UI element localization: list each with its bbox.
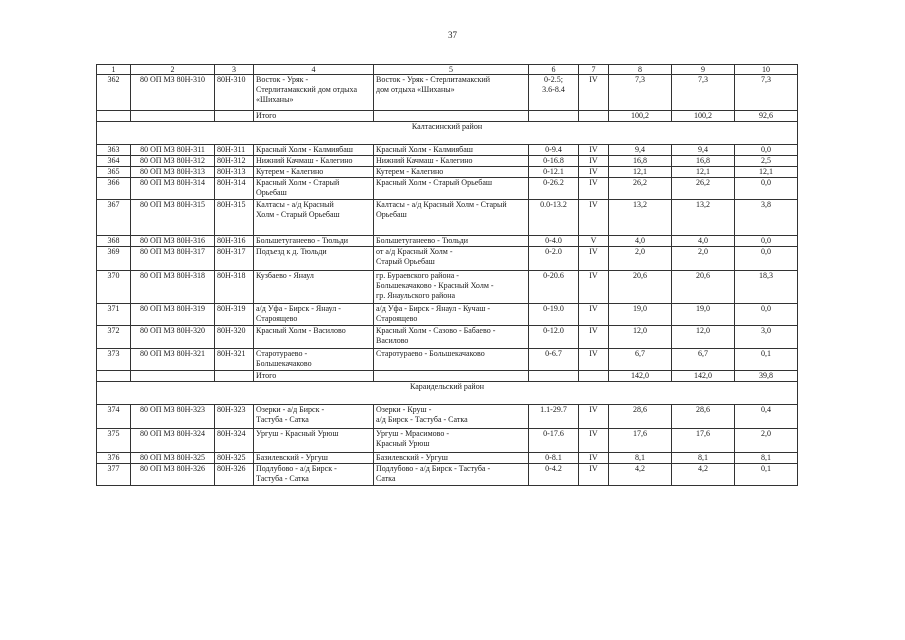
total-value: 142,0 — [609, 371, 672, 382]
total-value: 92,6 — [735, 111, 798, 122]
length-1: 2,0 — [672, 247, 735, 271]
road-name: Красный Холм - Василово — [254, 326, 374, 349]
row-number: 373 — [97, 349, 131, 371]
row-number: 366 — [97, 178, 131, 200]
empty-cell — [579, 371, 609, 382]
length-2: 18,3 — [735, 271, 798, 304]
road-km-range: 0.0-13.2 — [529, 200, 579, 236]
road-route: Красный Холм - Старый Орьебаш — [374, 178, 529, 200]
total-value: 39,8 — [735, 371, 798, 382]
length-2: 0,0 — [735, 304, 798, 326]
row-number: 377 — [97, 464, 131, 486]
length-2: 0,4 — [735, 405, 798, 429]
row-number: 371 — [97, 304, 131, 326]
road-id: 80 ОП МЗ 80Н-326 — [131, 464, 215, 486]
length-1: 4,2 — [672, 464, 735, 486]
road-km-range: 0-4.2 — [529, 464, 579, 486]
table-row — [97, 271, 798, 304]
district-name: Караидельский район — [97, 382, 798, 405]
road-route: Большетуганеево - Тюльди — [374, 236, 529, 247]
length-1: 13,2 — [672, 200, 735, 236]
road-km-range: 0-4.0 — [529, 236, 579, 247]
road-id: 80 ОП МЗ 80Н-310 — [131, 75, 215, 111]
length-2: 0,0 — [735, 236, 798, 247]
road-name: Красный Холм - Старый Орьебаш — [254, 178, 374, 200]
road-km-range: 1.1-29.7 — [529, 405, 579, 429]
road-id: 80 ОП МЗ 80Н-318 — [131, 271, 215, 304]
road-route: Кутерем - Калегино — [374, 167, 529, 178]
column-number: 8 — [609, 65, 672, 75]
road-name: а/д Уфа - Бирск - Янаул - Староящево — [254, 304, 374, 326]
column-number: 3 — [215, 65, 254, 75]
road-route: Красный Холм - Сазово - Бабаево - Василово — [374, 326, 529, 349]
district-row — [97, 382, 798, 405]
road-category: IV — [579, 145, 609, 156]
road-route: Нижний Качмаш - Калегино — [374, 156, 529, 167]
road-category: IV — [579, 271, 609, 304]
road-id: 80 ОП МЗ 80Н-311 — [131, 145, 215, 156]
road-route: Ургуш - Мрасимово - Красный Урюш — [374, 429, 529, 453]
length-2: 0,1 — [735, 349, 798, 371]
table-row — [97, 145, 798, 156]
road-route: гр. Бураевского района - Большекачаково - Красный Холм - гр. Янаульского района — [374, 271, 529, 304]
road-category: IV — [579, 464, 609, 486]
roads-table — [96, 64, 798, 486]
road-category: IV — [579, 326, 609, 349]
length-2: 2,5 — [735, 156, 798, 167]
road-code: 80Н-324 — [215, 429, 254, 453]
road-code: 80Н-321 — [215, 349, 254, 371]
road-category: V — [579, 236, 609, 247]
length-2: 3,0 — [735, 326, 798, 349]
column-number: 10 — [735, 65, 798, 75]
length-1: 16,8 — [672, 156, 735, 167]
road-category: IV — [579, 200, 609, 236]
road-route: Красный Холм - Калмиябаш — [374, 145, 529, 156]
road-id: 80 ОП МЗ 80Н-324 — [131, 429, 215, 453]
table-row — [97, 326, 798, 349]
road-id: 80 ОП МЗ 80Н-313 — [131, 167, 215, 178]
road-code: 80Н-313 — [215, 167, 254, 178]
row-number: 370 — [97, 271, 131, 304]
total-value: 100,2 — [609, 111, 672, 122]
length-1: 26,2 — [672, 178, 735, 200]
column-number: 9 — [672, 65, 735, 75]
road-km-range: 0-2.5; 3.6-8.4 — [529, 75, 579, 111]
road-category: IV — [579, 405, 609, 429]
road-km-range: 0-20.6 — [529, 271, 579, 304]
road-category: IV — [579, 75, 609, 111]
total-value: 100,2 — [672, 111, 735, 122]
road-name: Подъезд к д. Тюльди — [254, 247, 374, 271]
road-code: 80Н-314 — [215, 178, 254, 200]
empty-cell — [97, 371, 131, 382]
empty-cell — [529, 371, 579, 382]
length-1: 28,6 — [672, 405, 735, 429]
row-number: 372 — [97, 326, 131, 349]
road-route: а/д Уфа - Бирск - Янаул - Кучаш - Староящево — [374, 304, 529, 326]
row-number: 363 — [97, 145, 131, 156]
road-km-range: 0-8.1 — [529, 453, 579, 464]
column-number: 1 — [97, 65, 131, 75]
road-id: 80 ОП МЗ 80Н-314 — [131, 178, 215, 200]
length-2: 8,1 — [735, 453, 798, 464]
road-category: IV — [579, 156, 609, 167]
road-id: 80 ОП МЗ 80Н-317 — [131, 247, 215, 271]
table-row — [97, 405, 798, 429]
road-name: Большетуганеево - Тюльди — [254, 236, 374, 247]
road-route: Калтасы - а/д Красный Холм - Старый Орьебаш — [374, 200, 529, 236]
length-total: 20,6 — [609, 271, 672, 304]
length-1: 6,7 — [672, 349, 735, 371]
road-id: 80 ОП МЗ 80Н-312 — [131, 156, 215, 167]
road-code: 80Н-318 — [215, 271, 254, 304]
table-row — [97, 349, 798, 371]
length-total: 17,6 — [609, 429, 672, 453]
table-row — [97, 304, 798, 326]
length-2: 2,0 — [735, 429, 798, 453]
road-id: 80 ОП МЗ 80Н-325 — [131, 453, 215, 464]
table-row — [97, 200, 798, 236]
length-total: 7,3 — [609, 75, 672, 111]
empty-cell — [215, 371, 254, 382]
length-1: 9,4 — [672, 145, 735, 156]
table-row — [97, 453, 798, 464]
road-name: Ургуш - Красный Урюш — [254, 429, 374, 453]
row-number: 362 — [97, 75, 131, 111]
road-route: Озерки - Круш - а/д Бирск - Тастуба - Сатка — [374, 405, 529, 429]
length-total: 16,8 — [609, 156, 672, 167]
length-total: 6,7 — [609, 349, 672, 371]
road-code: 80Н-317 — [215, 247, 254, 271]
road-code: 80Н-325 — [215, 453, 254, 464]
road-km-range: 0-9.4 — [529, 145, 579, 156]
empty-cell — [97, 111, 131, 122]
empty-cell — [579, 111, 609, 122]
length-1: 4,0 — [672, 236, 735, 247]
road-category: IV — [579, 453, 609, 464]
row-number: 369 — [97, 247, 131, 271]
table-row — [97, 167, 798, 178]
length-total: 19,0 — [609, 304, 672, 326]
row-number: 374 — [97, 405, 131, 429]
road-km-range: 0-17.6 — [529, 429, 579, 453]
road-code: 80Н-320 — [215, 326, 254, 349]
length-2: 7,3 — [735, 75, 798, 111]
road-name: Калтасы - а/д Красный Холм - Старый Орьебаш — [254, 200, 374, 236]
road-code: 80Н-326 — [215, 464, 254, 486]
table-row — [97, 429, 798, 453]
total-row — [97, 111, 798, 122]
road-code: 80Н-310 — [215, 75, 254, 111]
road-km-range: 0-12.0 — [529, 326, 579, 349]
road-code: 80Н-315 — [215, 200, 254, 236]
empty-cell — [374, 111, 529, 122]
road-id: 80 ОП МЗ 80Н-320 — [131, 326, 215, 349]
length-total: 12,1 — [609, 167, 672, 178]
road-name: Подлубово - а/д Бирск - Тастуба - Сатка — [254, 464, 374, 486]
length-2: 12,1 — [735, 167, 798, 178]
total-label: Итого — [254, 371, 374, 382]
road-code: 80Н-319 — [215, 304, 254, 326]
road-name: Кузбаево - Янаул — [254, 271, 374, 304]
length-2: 3,8 — [735, 200, 798, 236]
length-2: 0,0 — [735, 145, 798, 156]
road-km-range: 0-6.7 — [529, 349, 579, 371]
empty-cell — [131, 371, 215, 382]
road-km-range: 0-2.0 — [529, 247, 579, 271]
row-number: 368 — [97, 236, 131, 247]
length-1: 19,0 — [672, 304, 735, 326]
page-number: 37 — [448, 30, 457, 40]
length-1: 12,1 — [672, 167, 735, 178]
row-number: 365 — [97, 167, 131, 178]
road-km-range: 0-12.1 — [529, 167, 579, 178]
column-number: 5 — [374, 65, 529, 75]
road-category: IV — [579, 429, 609, 453]
road-id: 80 ОП МЗ 80Н-315 — [131, 200, 215, 236]
road-category: IV — [579, 178, 609, 200]
road-route: Базилевский - Ургуш — [374, 453, 529, 464]
road-name: Озерки - а/д Бирск - Тастуба - Сатка — [254, 405, 374, 429]
length-2: 0,0 — [735, 178, 798, 200]
column-number: 7 — [579, 65, 609, 75]
road-route: Старотураево - Большекачаково — [374, 349, 529, 371]
road-id: 80 ОП МЗ 80Н-321 — [131, 349, 215, 371]
length-1: 8,1 — [672, 453, 735, 464]
road-name: Восток - Уряк - Стерлитамакский дом отдыха «Шиханы» — [254, 75, 374, 111]
road-route: от а/д Красный Холм - Старый Орьебаш — [374, 247, 529, 271]
column-number: 6 — [529, 65, 579, 75]
table-row — [97, 178, 798, 200]
length-2: 0,0 — [735, 247, 798, 271]
length-1: 17,6 — [672, 429, 735, 453]
table-row — [97, 247, 798, 271]
column-number: 4 — [254, 65, 374, 75]
road-km-range: 0-16.8 — [529, 156, 579, 167]
road-km-range: 0-19.0 — [529, 304, 579, 326]
road-id: 80 ОП МЗ 80Н-316 — [131, 236, 215, 247]
length-total: 26,2 — [609, 178, 672, 200]
column-number: 2 — [131, 65, 215, 75]
column-number-row — [97, 65, 798, 75]
length-1: 7,3 — [672, 75, 735, 111]
table-row — [97, 464, 798, 486]
road-code: 80Н-316 — [215, 236, 254, 247]
road-code: 80Н-311 — [215, 145, 254, 156]
road-name: Старотураево - Большекачаково — [254, 349, 374, 371]
total-label: Итого — [254, 111, 374, 122]
road-name: Кутерем - Калегино — [254, 167, 374, 178]
table-row — [97, 236, 798, 247]
length-total: 13,2 — [609, 200, 672, 236]
length-total: 4,0 — [609, 236, 672, 247]
road-category: IV — [579, 167, 609, 178]
empty-cell — [131, 111, 215, 122]
row-number: 376 — [97, 453, 131, 464]
length-1: 20,6 — [672, 271, 735, 304]
road-id: 80 ОП МЗ 80Н-319 — [131, 304, 215, 326]
length-1: 12,0 — [672, 326, 735, 349]
length-total: 12,0 — [609, 326, 672, 349]
road-category: IV — [579, 349, 609, 371]
length-total: 9,4 — [609, 145, 672, 156]
length-total: 2,0 — [609, 247, 672, 271]
length-total: 8,1 — [609, 453, 672, 464]
empty-cell — [215, 111, 254, 122]
table-row — [97, 156, 798, 167]
road-code: 80Н-312 — [215, 156, 254, 167]
total-row — [97, 371, 798, 382]
district-row — [97, 122, 798, 145]
district-name: Калтасинский район — [97, 122, 798, 145]
length-total: 4,2 — [609, 464, 672, 486]
road-name: Красный Холм - Калмиябаш — [254, 145, 374, 156]
road-route: Восток - Уряк - Стерлитамакский дом отдыха «Шиханы» — [374, 75, 529, 111]
road-category: IV — [579, 247, 609, 271]
empty-cell — [374, 371, 529, 382]
row-number: 367 — [97, 200, 131, 236]
length-total: 28,6 — [609, 405, 672, 429]
road-route: Подлубово - а/д Бирск - Тастуба - Сатка — [374, 464, 529, 486]
empty-cell — [529, 111, 579, 122]
row-number: 364 — [97, 156, 131, 167]
total-value: 142,0 — [672, 371, 735, 382]
length-2: 0,1 — [735, 464, 798, 486]
road-name: Базилевский - Ургуш — [254, 453, 374, 464]
road-km-range: 0-26.2 — [529, 178, 579, 200]
road-category: IV — [579, 304, 609, 326]
road-code: 80Н-323 — [215, 405, 254, 429]
row-number: 375 — [97, 429, 131, 453]
table-body — [97, 65, 798, 486]
road-name: Нижний Качмаш - Калегино — [254, 156, 374, 167]
table-row — [97, 75, 798, 111]
road-id: 80 ОП МЗ 80Н-323 — [131, 405, 215, 429]
